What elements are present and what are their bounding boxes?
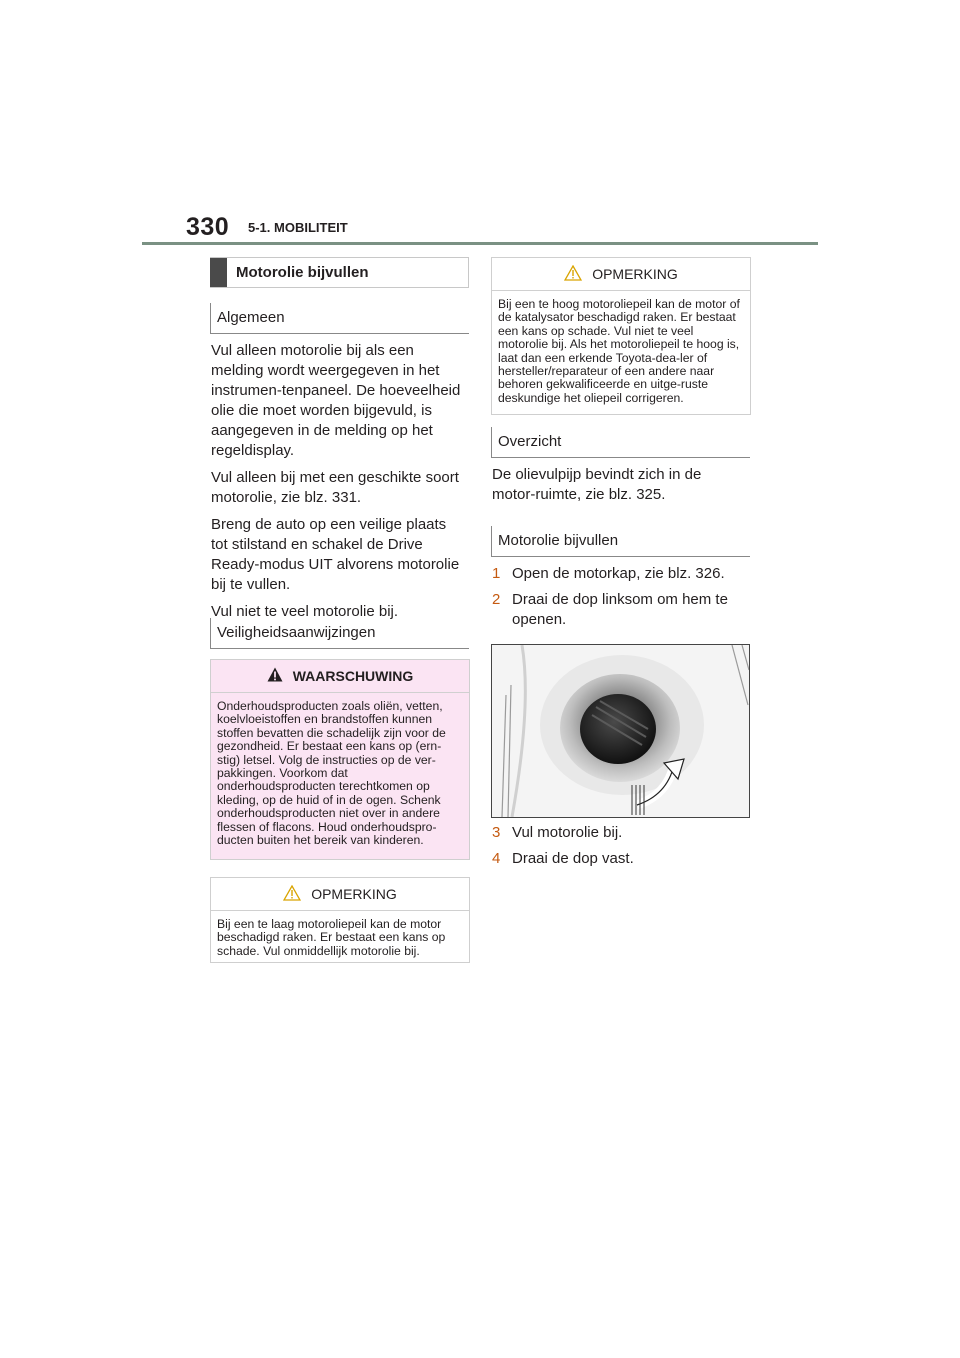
step-number: 1	[492, 565, 501, 582]
step-number: 2	[492, 591, 501, 608]
page-number: 330	[186, 213, 230, 241]
note-box	[210, 877, 470, 963]
running-head: 5-1. MOBILITEIT	[248, 220, 348, 235]
paragraph: Breng de auto op een veilige plaats tot stilstand en schakel de Drive Ready-modus UIT alvorens motorolie bij te vullen.	[211, 516, 460, 593]
steps-list	[492, 823, 749, 875]
step-number: 3	[492, 824, 501, 841]
note-title-row	[211, 878, 469, 911]
list-item	[492, 564, 749, 584]
note-title: OPMERKING	[311, 886, 397, 902]
warning-title-row	[211, 660, 469, 693]
section-title-bar	[210, 257, 469, 288]
header-rule	[142, 242, 818, 245]
warning-title: WAARSCHUWING	[292, 668, 414, 684]
warning-box	[210, 659, 470, 860]
paragraph: Vul alleen motorolie bij als een melding wordt weergegeven in het instrumen-tenpaneel. De hoeveelheid olie die moet worden bijgevuld, is aangegeven in de melding op het regeldisplay.	[211, 342, 461, 459]
step-text: Draai de dop linksom om hem te openen.	[512, 591, 728, 628]
list-item	[492, 823, 749, 843]
list-item	[492, 849, 749, 869]
overview-text	[492, 465, 747, 512]
warning-triangle-icon	[267, 667, 283, 685]
caution-triangle-icon	[564, 265, 582, 284]
step-text: Open de motorkap, zie blz. 326.	[512, 565, 725, 582]
note-text: Bij een te hoog motoroliepeil kan de motor of de katalysator beschadigd raken. Er bestaat een kans op schade. Vul niet te veel motorolie bij. Als het motoroliepeil te hoog is, laat dan een erkende Toyota-dea-ler of hersteller/reparateur of een andere naar behoren gekwalificeerde en uitge-ruste deskundige het oliepeil corrigeren.	[498, 297, 740, 405]
step-number: 4	[492, 850, 501, 867]
oil-filler-cap-illustration	[491, 644, 750, 818]
step-text: Draai de dop vast.	[512, 850, 634, 867]
note-title-row	[492, 258, 750, 291]
list-item	[492, 590, 749, 630]
note-text: Bij een te laag motoroliepeil kan de motor beschadigd raken. Er bestaat een kans op schade. Vul onmiddellijk motorolie bij.	[217, 917, 446, 958]
general-text	[211, 341, 466, 629]
general-heading: Algemeen	[210, 303, 469, 334]
note-box	[491, 257, 751, 415]
overview-heading: Overzicht	[491, 427, 750, 458]
section-marker	[210, 258, 227, 287]
steps-list	[492, 564, 749, 636]
caution-triangle-icon	[283, 885, 301, 904]
note-title: OPMERKING	[592, 266, 678, 282]
paragraph: Vul alleen bij met een geschikte soort motorolie, zie blz. 331.	[211, 469, 459, 506]
safety-heading: Veiligheidsaanwijzingen	[210, 618, 469, 649]
fill-heading: Motorolie bijvullen	[491, 526, 750, 557]
paragraph: De olievulpijp bevindt zich in de motor-ruimte, zie blz. 325.	[492, 466, 702, 503]
warning-text: Onderhoudsproducten zoals oliën, vetten, koelvloeistoffen en brandstoffen kunnen stoffen bevatten die schadelijk zijn voor de gezondheid. Er bestaat een kans op (ern-stig) letsel. Volg de instructies op de ver-pakkingen. Voorkom dat onderhoudsproducten terechtkomen op kleding, op de huid of in de ogen. Schenk onderhoudsproducten niet over in andere flessen of flacons. Houd onderhoudspro-ducten buiten het bereik van kinderen.	[217, 699, 446, 848]
paragraph: Vul niet te veel motorolie bij.	[211, 603, 399, 620]
step-text: Vul motorolie bij.	[512, 824, 623, 841]
section-title: Motorolie bijvullen	[236, 264, 369, 281]
